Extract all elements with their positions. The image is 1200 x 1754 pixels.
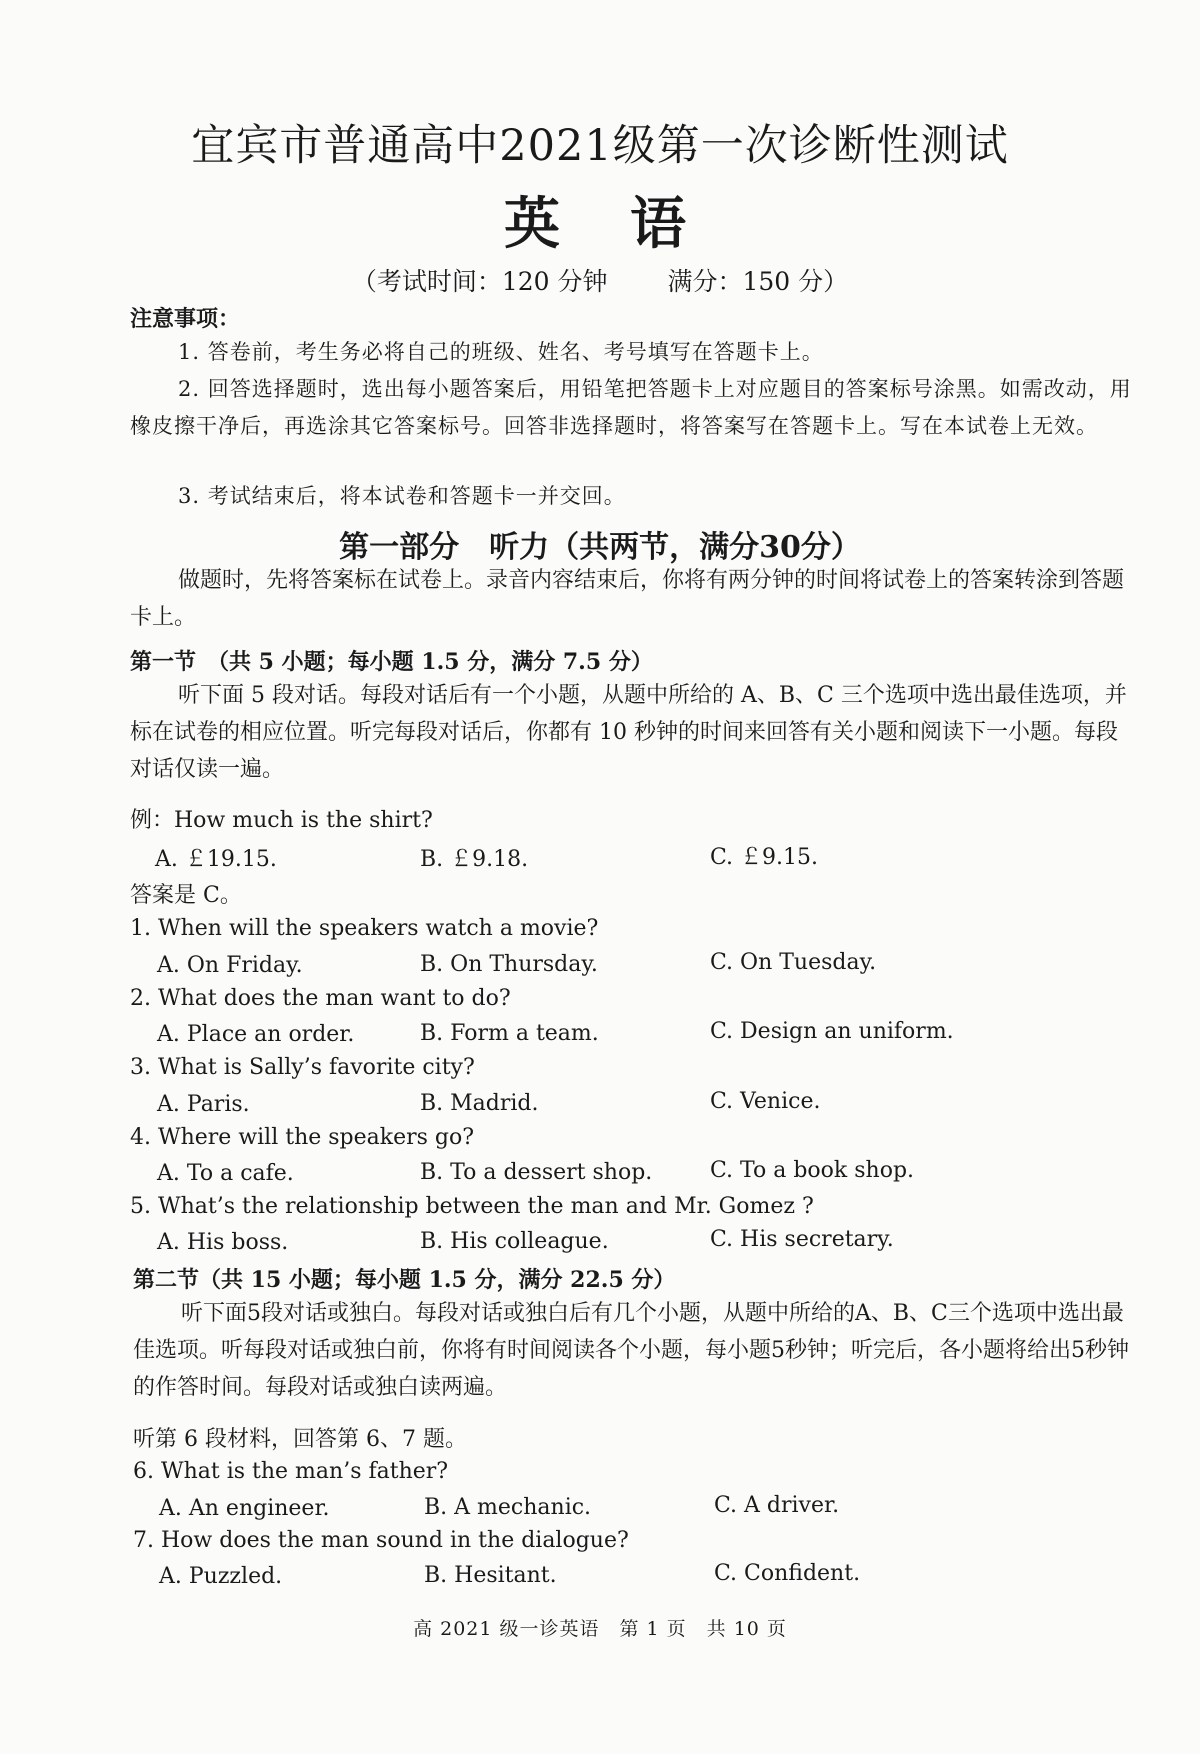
question-5: 5. What’s the relationship between the man and Mr. Gomez ? [130,1194,814,1219]
question-6: 6. What is the man’s father? [133,1459,449,1484]
q1-option-a: A. On Friday. [157,953,303,978]
example-answer: 答案是 C。 [130,883,242,908]
page-footer: 高 2021 级一诊英语 第 1 页 共 10 页 [413,1618,787,1640]
q6-option-b: B. A mechanic. [424,1495,592,1520]
example-option-a: A. ￡19.15. [155,847,277,872]
exam-subject: 英语 [504,191,756,257]
section2-intro: 听下面5段对话或独白。每段对话或独白后有几个小题，从题中所给的A、B、C三个选项中选出最佳选项。听每段对话或独白前，你将有时间阅读各个小题，每小题5秒钟；听完后，各小题将给出5秒钟的作答时间。每段对话或独白读两遍。 [133,1301,1129,1400]
q6-option-c: C. A driver. [714,1493,840,1518]
q5-option-b: B. His colleague. [420,1229,609,1254]
example-option-b: B. ￡9.18. [420,847,529,872]
question-4: 4. Where will the speakers go? [130,1125,475,1150]
part1-title: 第一部分 听力（共两节，满分30分） [339,530,861,565]
notice-item-2: 2. 回答选择题时，选出每小题答案后，用铅笔把答题卡上对应题目的答案标号涂黑。如需改动，用橡皮擦干净后，再选涂其它答案标号。回答非选择题时，将答案写在答题卡上。写在本试卷上无效。 [130,377,1132,438]
q3-option-c: C. Venice. [710,1089,821,1114]
q4-option-b: B. To a dessert shop. [420,1160,653,1185]
q2-option-b: B. Form a team. [420,1021,599,1046]
q2-option-c: C. Design an uniform. [710,1019,954,1044]
section1-intro: 听下面 5 段对话。每段对话后有一个小题，从题中所给的 A、B、C 三个选项中选出最佳选项，并标在试卷的相应位置。听完每段对话后，你都有 10 秒钟的时间来回答有关小题和阅读下一小题。每段对话仅读一遍。 [130,683,1127,782]
exam-score: 满分：150 分） [667,267,849,296]
q7-option-c: C. Confident. [714,1561,861,1586]
q1-option-c: C. On Tuesday. [710,950,877,975]
question-1: 1. When will the speakers watch a movie? [130,916,599,941]
question-2: 2. What does the man want to do? [130,986,511,1011]
q4-option-a: A. To a cafe. [157,1161,294,1186]
q4-option-c: C. To a book shop. [710,1158,915,1183]
exam-meta [0,262,1200,298]
q7-option-a: A. Puzzled. [159,1564,283,1589]
q3-option-a: A. Paris. [157,1092,250,1117]
part1-intro: 做题时，先将答案标在试卷上。录音内容结束后，你将有两分钟的时间将试卷上的答案转涂到答题卡上。 [130,568,1125,630]
notice-item-1: 1. 答卷前，考生务必将自己的班级、姓名、考号填写在答题卡上。 [178,340,824,364]
question-7: 7. How does the man sound in the dialogue? [133,1528,629,1553]
material-6-heading: 听第 6 段材料，回答第 6、7 题。 [133,1427,467,1452]
q5-option-c: C. His secretary. [710,1227,894,1252]
q3-option-b: B. Madrid. [420,1091,539,1116]
section1-heading: 第一节 （共 5 小题；每小题 1.5 分，满分 7.5 分） [130,649,653,675]
section2-heading: 第二节（共 15 小题；每小题 1.5 分，满分 22.5 分） [133,1267,676,1293]
q1-option-b: B. On Thursday. [420,952,598,977]
notice-heading: 注意事项： [130,306,241,332]
exam-title: 宜宾市普通高中2021级第一次诊断性测试 [191,121,1009,171]
q7-option-b: B. Hesitant. [424,1563,557,1588]
example-question: 例：How much is the shirt? [130,808,433,833]
example-option-c: C. ￡9.15. [710,845,819,870]
question-3: 3. What is Sally’s favorite city? [130,1055,475,1080]
exam-time: （考试时间：120 分钟 [351,267,608,296]
q2-option-a: A. Place an order. [157,1022,355,1047]
q5-option-a: A. His boss. [157,1230,289,1255]
notice-item-3: 3. 考试结束后，将本试卷和答题卡一并交回。 [178,484,626,508]
q6-option-a: A. An engineer. [159,1496,330,1521]
